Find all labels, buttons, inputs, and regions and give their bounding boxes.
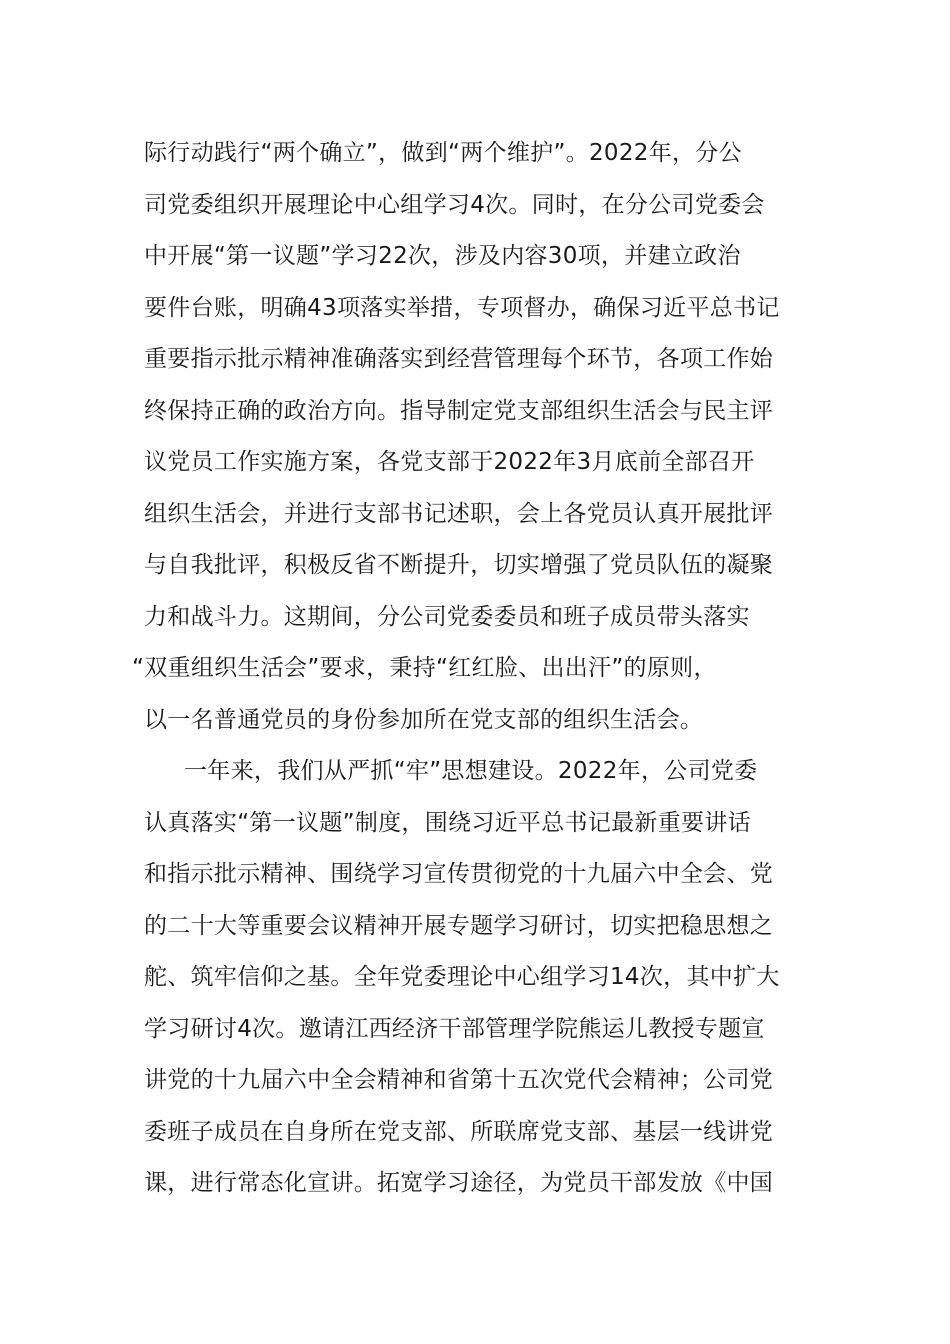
text-line: “双重组织生活会”要求，秉持“红红脸、出出汗”的原则， — [132, 655, 717, 681]
text-line: 学习研讨4次。邀请江西经济干部管理学院熊运儿教授专题宣 — [144, 1015, 765, 1042]
text-line: 要件台账，明确43项落实举措，专项督办，确保习近平总书记 — [144, 294, 780, 321]
text-line: 际行动践行“两个确立”，做到“两个维护”。2022年，分公 — [144, 140, 742, 166]
text-line: 力和战斗力。这期间，分公司党委委员和班子成员带头落实 — [144, 603, 750, 630]
document-body — [132, 130, 814, 1212]
text-line: 和指示批示精神、围绕学习宣传贯彻党的十九届六中全会、党 — [144, 861, 774, 887]
text-line: 司党委组织开展理论中心组学习4次。同时，在分公司党委会 — [144, 191, 765, 218]
text-line: 课，进行常态化宣讲。拓宽学习途径，为党员干部发放《中国 — [144, 1170, 774, 1196]
text-line: 的二十大等重要会议精神开展专题学习研讨，切实把稳思想之 — [144, 912, 774, 939]
text-line: 终保持正确的政治方向。指导制定党支部组织生活会与民主评 — [144, 397, 774, 424]
text-line: 中开展“第一议题”学习22次，涉及内容30项，并建立政治 — [144, 243, 741, 269]
text-line: 组织生活会，并进行支部书记述职，会上各党员认真开展批评 — [144, 500, 774, 527]
text-line: 舵、筑牢信仰之基。全年党委理论中心组学习14次，其中扩大 — [144, 964, 780, 990]
text-line: 讲党的十九届六中全会精神和省第十五次党代会精神；公司党 — [144, 1067, 774, 1093]
text-line: 与自我批评，积极反省不断提升，切实增强了党员队伍的凝聚 — [144, 552, 774, 578]
text-line: 认真落实“第一议题”制度，围绕习近平总书记最新重要讲话 — [144, 809, 751, 836]
text-line: 重要指示批示精神准确落实到经营管理每个环节，各项工作始 — [144, 346, 774, 372]
text-line: 议党员工作实施方案，各党支部于2022年3月底前全部召开 — [144, 449, 755, 475]
text-line: 委班子成员在自身所在党支部、所联席党支部、基层一线讲党 — [144, 1118, 774, 1145]
text-line: 以一名普通党员的身份参加所在党支部的组织生活会。 — [144, 706, 704, 733]
paragraph-first-line: 一年来，我们从严抓“牢”思想建设。2022年，公司党委 — [184, 758, 758, 784]
